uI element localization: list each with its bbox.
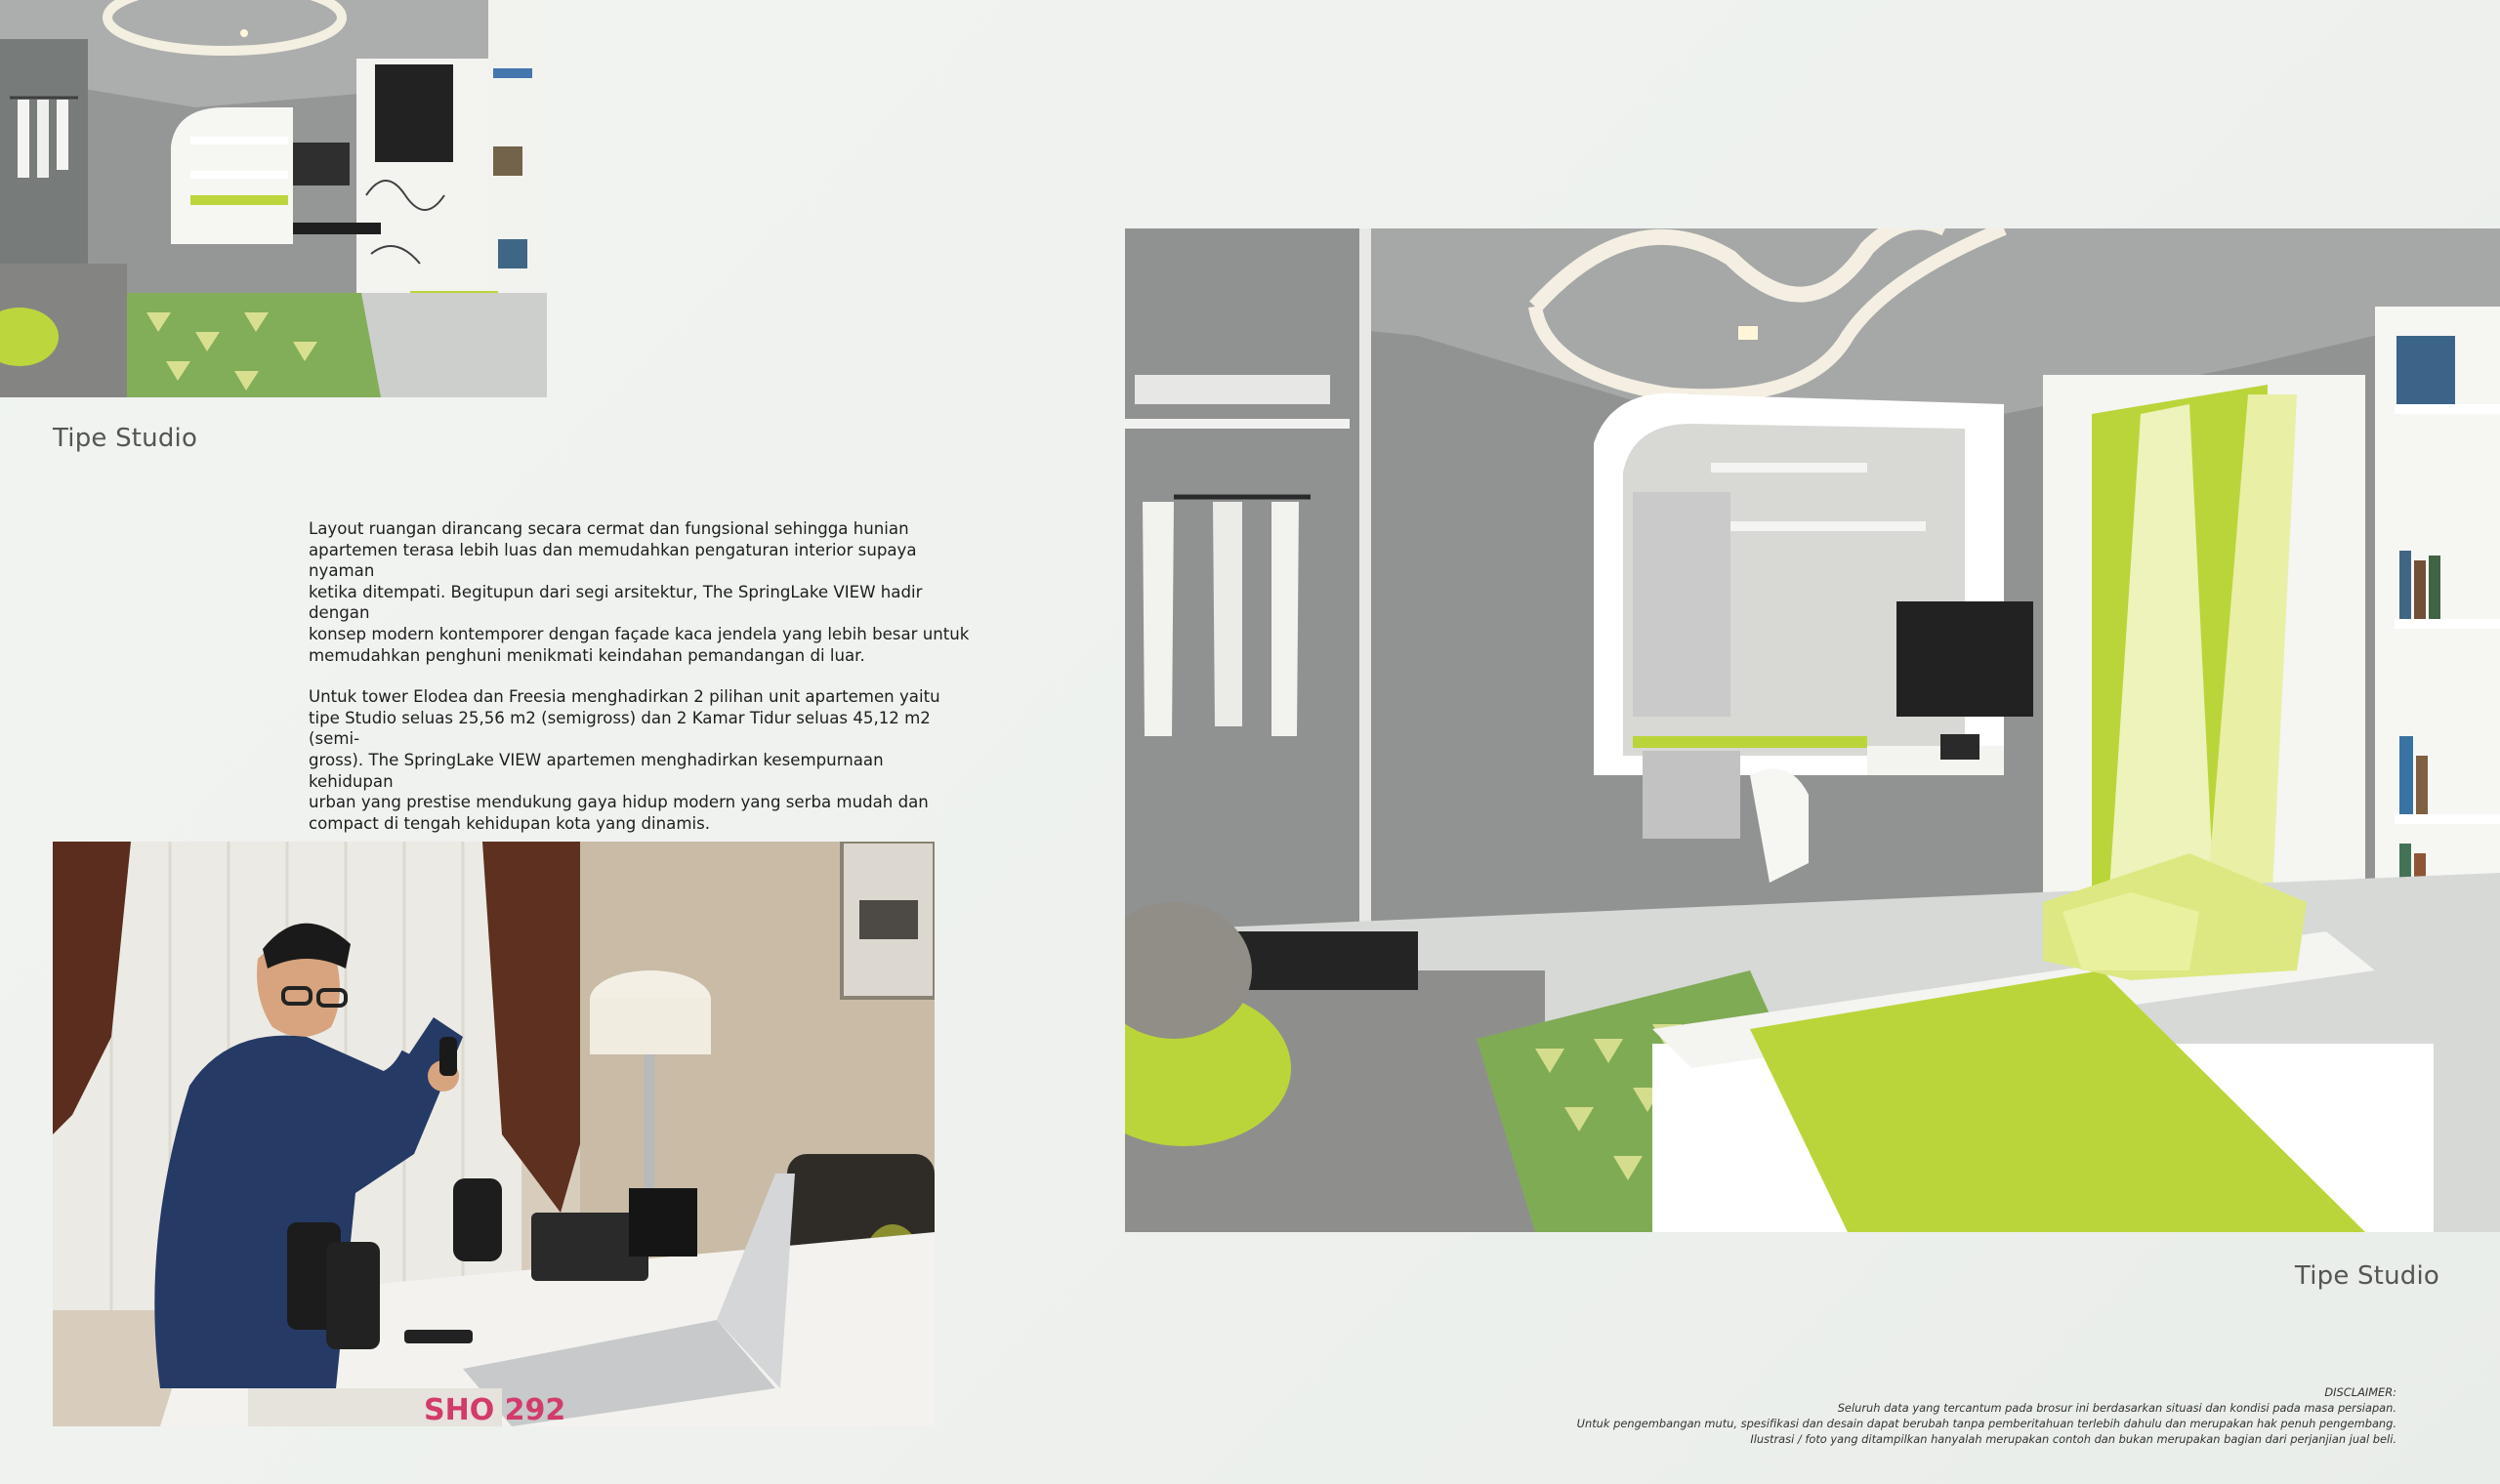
description-text xyxy=(309,518,973,854)
description-paragraph-1: Layout ruangan dirancang secara cermat dan fungsional sehingga hunian apartemen terasa lebih luas dan memudahkan pengaturan interior supaya nyaman ketika ditempati. Begitupun dari segi arsitektur, The SpringLake VIEW hadir dengan konsep modern kontemporer dengan façade kaca jendela yang lebih besar untuk memudahkan penghuni menikmati keindahan pemandangan di luar. xyxy=(309,519,970,665)
disclaimer-line-2: Untuk pengembangan mutu, spesifikasi dan desain dapat berubah tanpa pemberitahuan terlebih dahulu dan merupakan hak penuh pengembang. xyxy=(1576,1417,2396,1430)
caption-tipe-studio-right: Tipe Studio xyxy=(2294,1261,2439,1291)
magazine-cover-text: SHO 292 xyxy=(424,1393,566,1426)
disclaimer xyxy=(1518,1384,2396,1447)
disclaimer-line-1: Seluruh data yang tercantum pada brosur ini berdasarkan situasi dan kondisi pada masa persiapan. xyxy=(1837,1401,2396,1415)
caption-tipe-studio-top: Tipe Studio xyxy=(53,424,198,453)
studio-kitchen-photo xyxy=(0,0,547,397)
disclaimer-title: DISCLAIMER: xyxy=(2324,1385,2396,1399)
disclaimer-line-3: Ilustrasi / foto yang ditampilkan hanyalah merupakan contoh dan bukan merupakan bagian dari perjanjian jual beli. xyxy=(1750,1432,2396,1446)
description-paragraph-2: Untuk tower Elodea dan Freesia menghadirkan 2 pilihan unit apartemen yaitu tipe Studio seluas 25,56 m2 (semigross) dan 2 Kamar Tidur seluas 45,12 m2 (semi- gross). The SpringLake VIEW apartemen menghadirkan kesempurnaan kehidupan urban yang prestise mendukung gaya hidup modern yang serba mudah dan compact di tengah kehidupan kota yang dinamis. xyxy=(309,687,940,833)
lifestyle-photo xyxy=(53,842,935,1426)
studio-bedroom-photo xyxy=(1125,228,2500,1232)
